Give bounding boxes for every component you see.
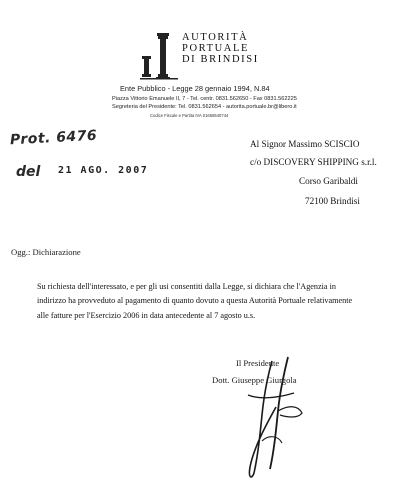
recipient-line-2: c/o DISCOVERY SHIPPING s.r.l. (250, 157, 377, 167)
recipient-line-4: 72100 Brindisi (305, 196, 360, 206)
brand-line-3: DI BRINDISI (182, 54, 259, 65)
body-line-2: indirizzo ha provveduto al pagamento di quanto dovuto a questa Autorità Portuale relativamente (37, 296, 353, 305)
protocol-date-stamp: 21 AGO. 2007 (58, 165, 149, 176)
tax-code-line: Codice Fiscale e Partita IVA 01658540744 (150, 113, 229, 118)
address-line: Piazza Vittorio Emanuele II, 7 - Tel. centr. 0831.562650 - Fax 0831.562225 (112, 96, 297, 102)
recipient-line-1: Al Signor Massimo SCISCIO (250, 139, 360, 149)
body-line-3: alle fatture per l'Esercizio 2006 in data antecedente al 7 agosto u.s. (37, 311, 256, 320)
signer-name: Dott. Giuseppe Giurgola (212, 375, 297, 385)
protocol-number: Prot. 6476 (9, 127, 98, 149)
protocol-del-label: del (16, 164, 41, 180)
brand-line-1: AUTORITÀ (182, 32, 249, 43)
brand-line-2: PORTUALE (182, 43, 250, 54)
recipient-line-3: Corso Garibaldi (299, 176, 358, 186)
body-line-1: Su richiesta dell'interessato, e per gli usi consentiti dalla Legge, si dichiara che l'Agenzia in (37, 282, 336, 291)
subject-line: Ogg.: Dichiarazione (11, 247, 81, 257)
handwritten-signature (228, 355, 318, 480)
brand-name (182, 32, 259, 65)
secretariat-line: Segreteria del Presidente: Tel. 0831.562654 - autorita.portuale.br@libero.it (112, 104, 297, 110)
legal-status-line: Ente Pubblico - Legge 28 gennaio 1994, N.84 (120, 84, 270, 93)
signer-title: Il Presidente (236, 358, 280, 368)
